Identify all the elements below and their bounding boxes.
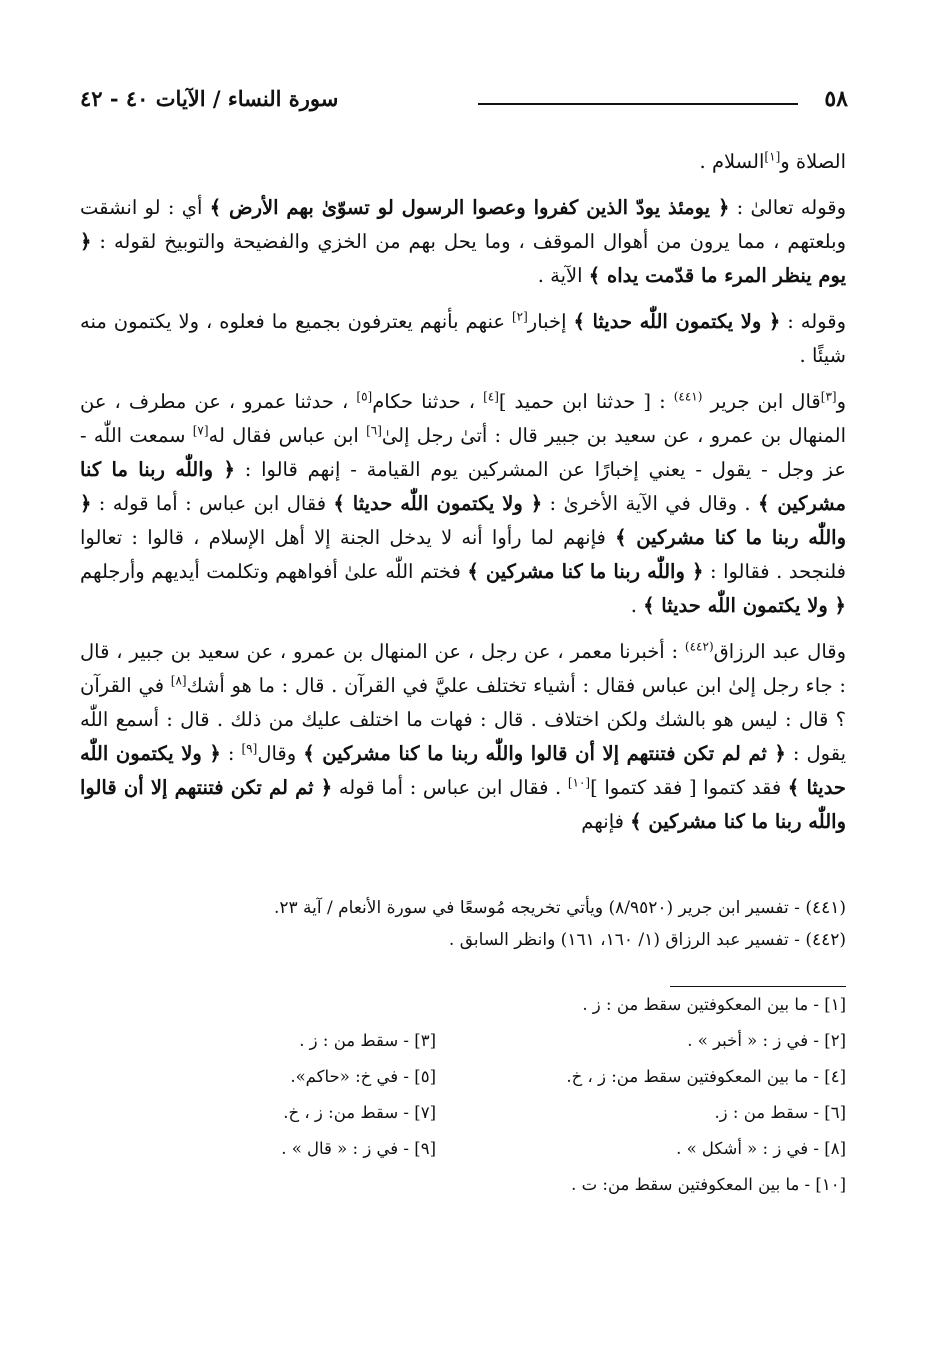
paragraph-4 <box>80 385 846 623</box>
apparatus-note: [١] - ما بين المعكوفتين سقط من : ز . <box>582 995 846 1014</box>
quran-verse: ﴿ ولا يكتمون اللّٰه حديثا ﴾ <box>573 310 781 333</box>
quran-verse: ﴿ ثم لم تكن فتنتهم إلا أن قالوا واللّٰه ربنا ما كنا مشركين ﴾ <box>303 742 786 765</box>
paragraph-3 <box>80 305 846 373</box>
text-run: وقال عبد الرزاق <box>713 640 846 663</box>
text-run: ابن عباس فقال له <box>208 424 367 447</box>
apparatus-note: [٥] - في خ: «حاكم». <box>290 1067 436 1086</box>
text-run: فقد كتموا [ فقد كتموا ] <box>590 776 788 799</box>
text-run: سمعت اللّٰه - عز وجل - يقول - يعني إخبارًا عن المشركين يوم القيامة - إنهم قالوا : <box>80 424 846 481</box>
apparatus-note: [٤] - ما بين المعكوفتين سقط من: ز ، خ. <box>566 1067 846 1086</box>
quran-verse: ﴿ يوم ينظر المرء ما قدّمت يداه ﴾ <box>80 230 846 287</box>
text-run: أي : لو انشقت وبلعتهم ، مما يرون من أهوال الموقف ، وما يحل بهم من الخزي والفضيحة والتوبيخ لقوله : <box>80 196 846 253</box>
header-rule <box>478 103 798 105</box>
text-run: وقوله : <box>780 310 846 333</box>
quran-verse: ﴿ ولا يكتمون اللّٰه حديثا ﴾ <box>643 594 846 617</box>
text-run: الصلاة و <box>780 150 846 173</box>
text-run: ، حدثنا حكام <box>372 390 484 413</box>
apparatus-ref: [٣] <box>820 389 837 404</box>
text-run: فإنهم لما رأوا أنه لا يدخل الجنة إلا أهل الإسلام ، قالوا : تعالوا فلنجحد . فقالوا : <box>80 526 846 583</box>
quran-verse: ﴿ ولا يكتمون اللّٰه حديثا ﴾ <box>333 492 543 515</box>
paragraph-1 <box>80 145 846 179</box>
quran-verse: ﴿ واللّٰه ربنا ما كنا مشركين ﴾ <box>80 458 846 515</box>
text-run: . فقال ابن عباس : أما قوله <box>332 776 568 799</box>
text-run: السلام . <box>699 150 765 173</box>
apparatus-ref: [٦] <box>366 423 382 438</box>
apparatus-row <box>80 1139 846 1175</box>
apparatus-row <box>80 1067 846 1103</box>
apparatus-row <box>80 1175 846 1211</box>
apparatus-ref: [٨] <box>170 673 187 688</box>
text-run: . وقال في الآية الأخرىٰ : <box>542 492 758 515</box>
apparatus-row <box>80 1103 846 1139</box>
text-run: : <box>220 742 242 765</box>
apparatus-ref: [١٠] <box>567 775 591 790</box>
text-run: ، حدثنا عمرو ، عن مطرف ، عن المنهال بن عمرو ، عن سعيد بن جبير قال : أتىٰ رجل إلىٰ <box>80 390 846 447</box>
text-run: فختم اللّٰه علىٰ أفواههم وتكلمت أيديهم وأرجلهم <box>80 560 468 583</box>
quran-verse: ﴿ ولا يكتمون اللّٰه حديثا ﴾ <box>80 742 846 799</box>
running-title: سورة النساء / الآيات ٤٠ - ٤٢ <box>80 86 339 111</box>
apparatus-note: [١٠] - ما بين المعكوفتين سقط من: ت . <box>571 1175 846 1194</box>
apparatus-ref: [١] <box>764 149 781 164</box>
source-footnote: (٤٤٢) - تفسير عبد الرزاق (١/ ١٦٠، ١٦١) وانظر السابق . <box>448 930 846 950</box>
quran-verse: ﴿ يومئذ يودّ الذين كفروا وعصوا الرسول لو تسوّىٰ بهم الأرض ﴾ <box>209 196 730 219</box>
apparatus-ref: [٤] <box>483 389 499 404</box>
footnote-divider <box>670 986 846 987</box>
main-text <box>80 145 846 839</box>
text-run: فقال ابن عباس : أما قوله : <box>91 492 334 515</box>
text-run: قال ابن جرير <box>702 390 821 413</box>
apparatus-ref: [٥] <box>356 389 373 404</box>
apparatus-note: [٧] - سقط من: ز ، خ. <box>283 1103 436 1122</box>
quran-verse: ﴿ واللّٰه ربنا ما كنا مشركين ﴾ <box>80 492 846 549</box>
quran-verse: ﴿ ثم لم تكن فتنتهم إلا أن قالوا واللّٰه ربنا ما كنا مشركين ﴾ <box>80 776 846 833</box>
apparatus-note: [٢] - في ز : « أخبر » . <box>687 1031 846 1050</box>
apparatus-ref: [٢] <box>511 309 528 324</box>
apparatus-ref: [٧] <box>192 423 209 438</box>
apparatus-row <box>80 1031 846 1067</box>
text-run: و <box>836 390 846 413</box>
text-run: : أخبرنا معمر ، عن رجل ، عن المنهال بن عمرو ، عن سعيد بن جبير ، قال : جاء رجل إلىٰ ابن عباس فقال : أشياء تختلف عليَّ في القرآن . قال : ما هو أشك <box>80 640 846 697</box>
text-run: : [ حدثنا ابن حميد ] <box>498 390 674 413</box>
paragraph-2 <box>80 191 846 293</box>
source-ref: (٤٤١) <box>673 389 703 404</box>
text-run: عنهم بأنهم يعترفون بجميع ما فعلوه ، ولا يكتمون منه شيئًا . <box>80 310 846 367</box>
text-run: فإنهم <box>581 810 631 833</box>
text-run: وقوله تعالىٰ : <box>729 196 847 219</box>
page-header <box>80 86 848 116</box>
paragraph-5 <box>80 635 846 839</box>
text-run: . <box>630 594 644 617</box>
source-ref: (٤٤٢) <box>684 639 714 654</box>
quran-verse: ﴿ واللّٰه ربنا ما كنا مشركين ﴾ <box>467 560 704 583</box>
apparatus-ref: [٩] <box>241 741 258 756</box>
text-run: وقال <box>257 742 304 765</box>
apparatus-note: [٨] - في ز : « أشكل » . <box>676 1139 846 1158</box>
text-run: إخبار <box>527 310 574 333</box>
apparatus-note: [٣] - سقط من : ز . <box>299 1031 436 1050</box>
source-footnotes <box>150 892 846 956</box>
apparatus-note: [٩] - في ز : « قال » . <box>281 1139 436 1158</box>
text-run: الآية . <box>537 264 589 287</box>
source-footnote: (٤٤١) - تفسير ابن جرير (٨/٩٥٢٠) ويأتي تخريجه مُوسعًا في سورة الأنعام / آية ٢٣. <box>273 898 846 918</box>
apparatus-note: [٦] - سقط من : ز. <box>714 1103 846 1122</box>
page-number: ٥٨ <box>824 86 848 112</box>
apparatus-row <box>80 995 846 1031</box>
text-run: في القرآن ؟ قال : ليس هو بالشك ولكن اختلاف . قال : فهات ما اختلف عليك من ذلك . قال : أسمع اللّٰه يقول : <box>80 674 847 765</box>
apparatus-notes <box>80 995 846 1211</box>
